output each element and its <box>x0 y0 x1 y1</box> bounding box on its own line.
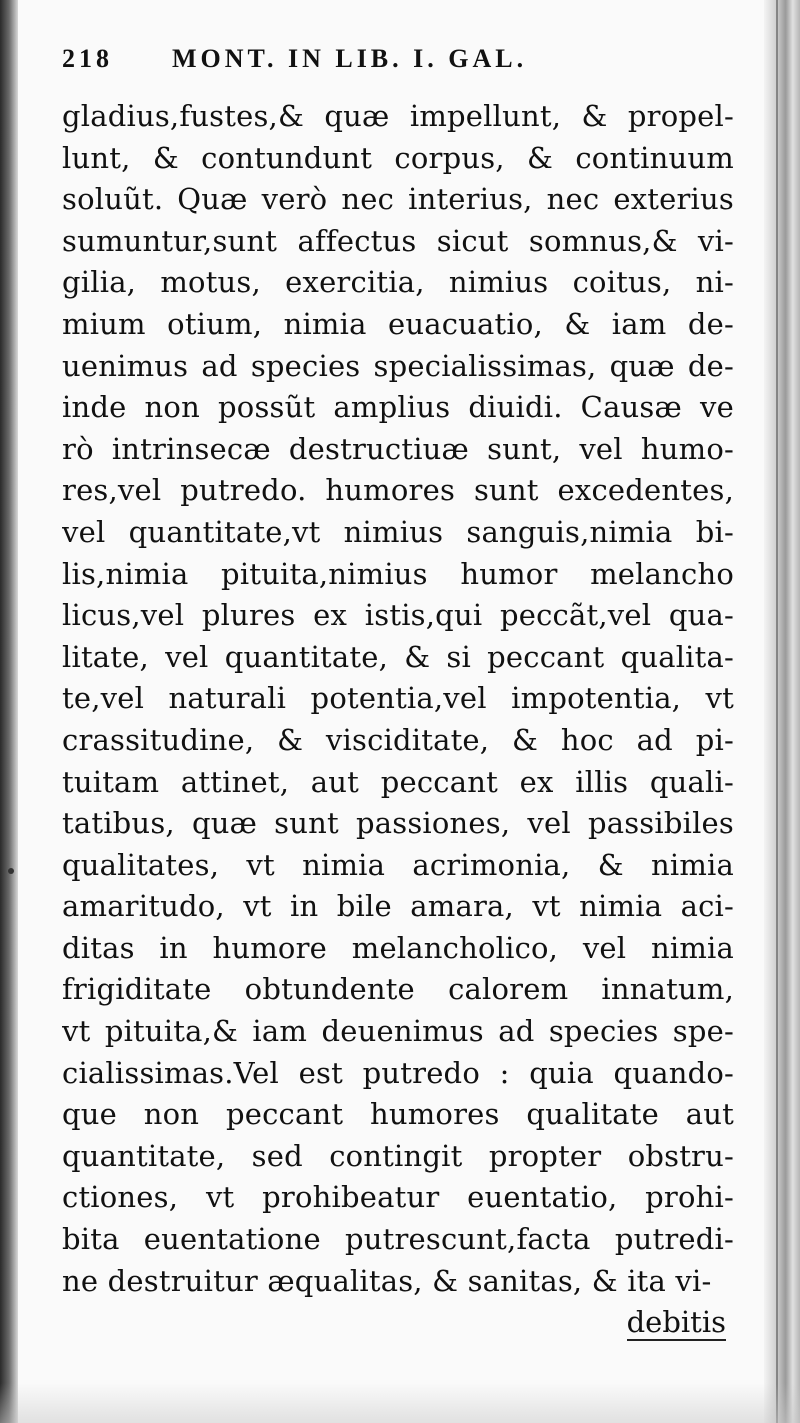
text-line: litate, vel quantitate, & si peccant qualita- <box>62 639 734 674</box>
text-line: sumuntur,sunt affectus sicut somnus,& vi- <box>62 223 734 258</box>
page-edge <box>764 0 800 1423</box>
text-line: tatibus, quæ sunt passiones, vel passibiles <box>62 806 734 841</box>
text-line: te,vel naturali potentia,vel impotentia, vt <box>62 681 734 716</box>
text-line: soluũt. Quæ verò nec interius, nec exterius <box>62 182 734 217</box>
page-edge-line <box>776 0 778 1423</box>
text-line: crassitudine, & visciditate, & hoc ad pi- <box>62 722 734 757</box>
text-line: quantitate, sed contingit propter obstru- <box>62 1138 734 1173</box>
running-title: MONT. IN LIB. I. GAL. <box>172 44 528 73</box>
text-line: que non peccant humores qualitate aut <box>62 1097 734 1132</box>
text-line: bita euentatione putrescunt,facta putredi- <box>62 1222 734 1257</box>
text-line: licus,vel plures ex istis,qui peccãt,vel qua- <box>62 598 734 633</box>
page-content <box>62 44 742 1342</box>
text-line: rò intrinsecæ destructiuæ sunt, vel humo- <box>62 431 734 466</box>
bottom-shadow <box>0 1383 800 1423</box>
page-number: 218 <box>62 44 113 73</box>
text-line: ne destruitur æqualitas, & sanitas, & ita vi- <box>62 1263 712 1298</box>
text-line: frigiditate obtundente calorem innatum, <box>62 972 734 1007</box>
ink-spot <box>8 868 14 874</box>
text-line: gilia, motus, exercitia, nimius coitus, ni- <box>62 265 734 300</box>
catchword: debitis <box>626 1305 726 1340</box>
text-line: mium otium, nimia euacuatio, & iam de- <box>62 306 734 341</box>
body-text <box>62 96 734 1302</box>
text-line: tuitam attinet, aut peccant ex illis quali- <box>62 764 734 799</box>
running-head <box>62 44 742 94</box>
text-line: vel quantitate,vt nimius sanguis,nimia bi- <box>62 514 734 549</box>
text-line: lis,nimia pituita,nimius humor melancho <box>62 556 734 591</box>
text-line: res,vel putredo. humores sunt excedentes, <box>62 473 734 508</box>
binding-gutter-shadow <box>0 0 18 1423</box>
text-line: ctiones, vt prohibeatur euentatio, prohi- <box>62 1180 734 1215</box>
text-line: uenimus ad species specialissimas, quæ de- <box>62 348 734 383</box>
text-line: lunt, & contundunt corpus, & continuum <box>62 140 734 175</box>
text-line: amaritudo, vt in bile amara, vt nimia aci- <box>62 889 734 924</box>
catchword-row <box>62 1302 742 1342</box>
text-line: qualitates, vt nimia acrimonia, & nimia <box>62 847 734 882</box>
text-line: cialissimas.Vel est putredo : quia quando- <box>62 1055 734 1090</box>
text-line: gladius,fustes,& quæ impellunt, & propel- <box>62 99 734 133</box>
text-line: inde non possũt amplius diuidi. Causæ ve <box>62 390 734 425</box>
text-line: vt pituita,& iam deuenimus ad species spe- <box>62 1014 734 1049</box>
text-line: ditas in humore melancholico, vel nimia <box>62 930 734 965</box>
